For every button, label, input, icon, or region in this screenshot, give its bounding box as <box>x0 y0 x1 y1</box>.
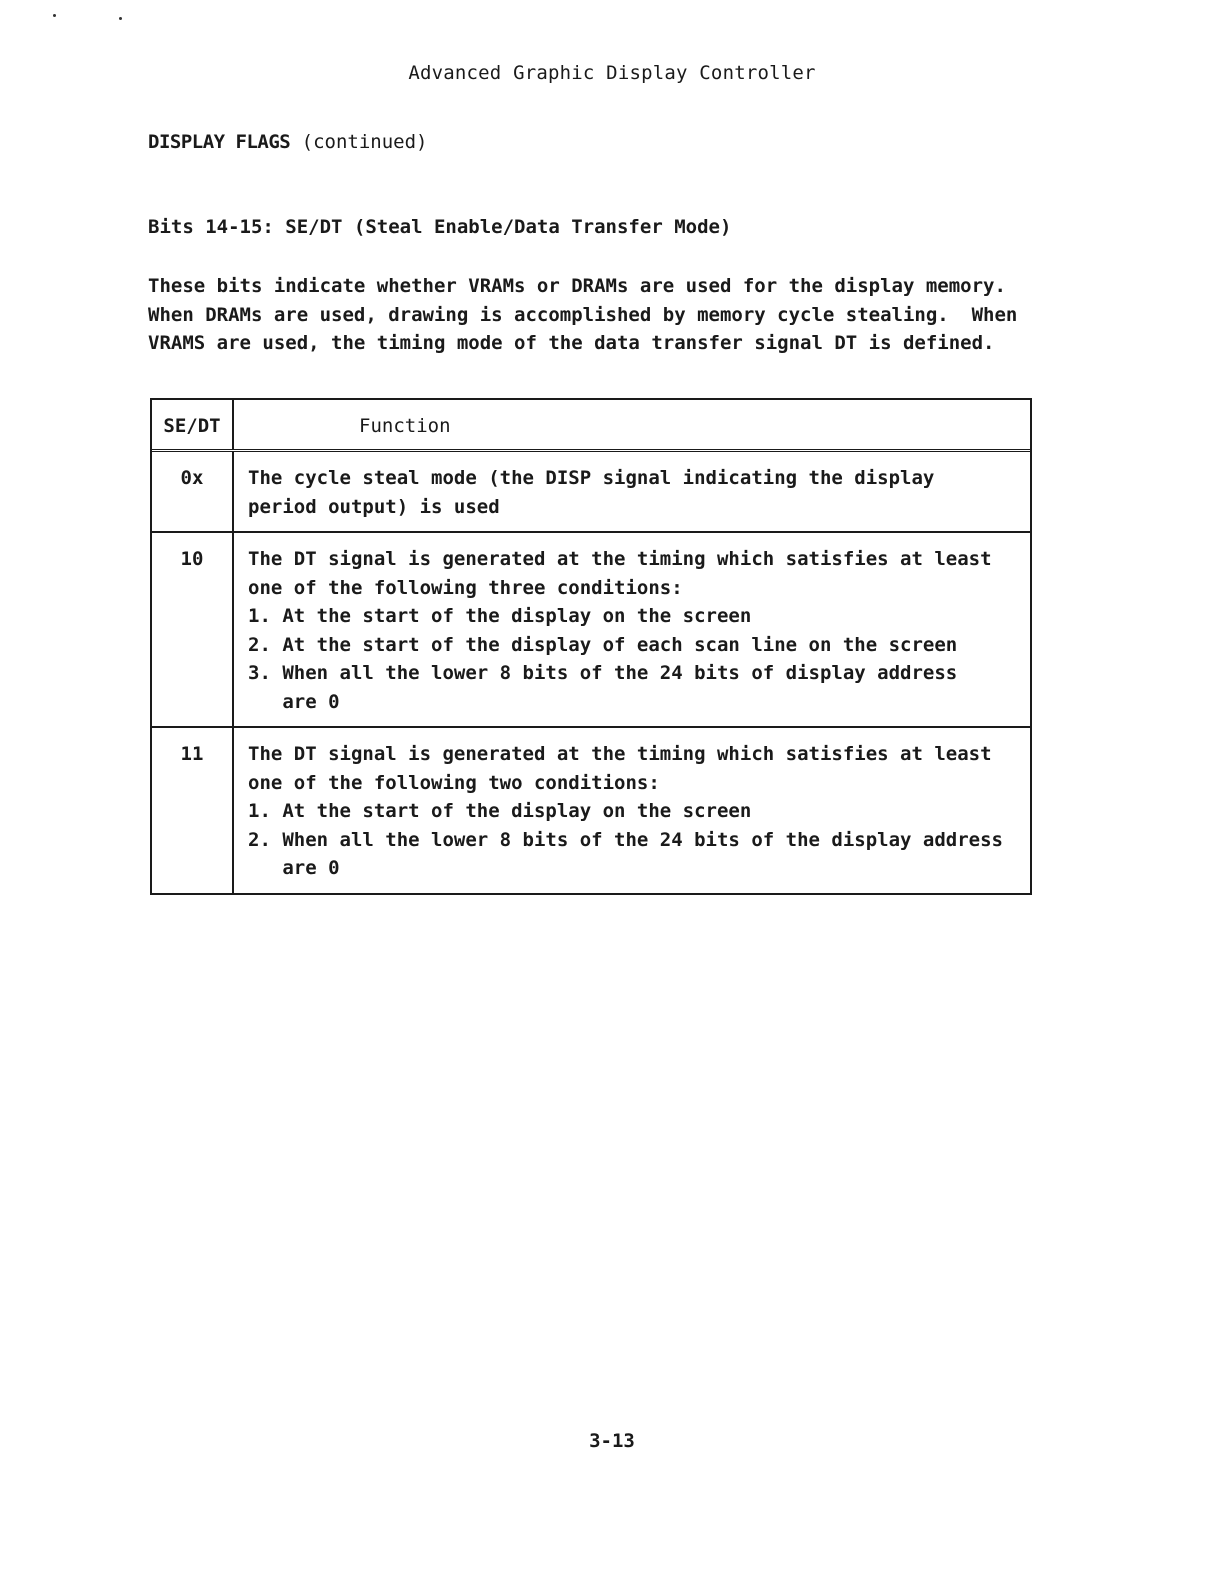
description-paragraph <box>148 272 1048 358</box>
row-function-cell <box>234 452 1030 531</box>
function-line: are 0 <box>248 690 340 713</box>
row-function-cell <box>234 533 1030 726</box>
description-line: These bits indicate whether VRAMs or DRAMs are used for the display memory. <box>148 275 1006 297</box>
table-row <box>152 533 1030 728</box>
row-function-cell <box>234 728 1030 893</box>
row-code-cell <box>152 728 234 893</box>
section-title-bold: DISPLAY FLAGS <box>148 131 291 153</box>
page-number: 3-13 <box>589 1430 635 1452</box>
function-line: one of the following three conditions: <box>248 576 683 599</box>
function-line: are 0 <box>248 857 340 879</box>
column-header-code: SE/DT <box>152 400 234 449</box>
section-title-suffix: (continued) <box>290 131 428 153</box>
row-code: 10 <box>180 548 204 570</box>
bits-heading: Bits 14-15: SE/DT (Steal Enable/Data Transfer Mode) <box>148 216 732 238</box>
se-dt-table <box>150 398 1032 895</box>
function-line: one of the following two conditions: <box>248 771 660 794</box>
function-line: 3. When all the lower 8 bits of the 24 bits of display address <box>248 662 958 684</box>
description-line: When DRAMs are used, drawing is accomplished by memory cycle stealing. When <box>148 303 1018 326</box>
function-line: The cycle steal mode (the DISP signal indicating the display <box>248 467 935 489</box>
function-line: period output) is used <box>248 495 500 518</box>
scan-speck <box>53 14 56 17</box>
description-line: VRAMS are used, the timing mode of the data transfer signal DT is defined. <box>148 332 995 354</box>
row-code-cell <box>152 452 234 531</box>
function-line: The DT signal is generated at the timing which satisfies at least <box>248 548 992 570</box>
function-line: 2. At the start of the display of each scan line on the screen <box>248 633 958 656</box>
table-row <box>152 452 1030 533</box>
section-title <box>148 131 428 153</box>
function-line: 1. At the start of the display on the screen <box>248 800 752 822</box>
table-row <box>152 728 1030 893</box>
column-header-function: Function <box>359 415 451 437</box>
scan-speck <box>119 17 122 20</box>
function-line: 2. When all the lower 8 bits of the 24 bits of the display address <box>248 828 1003 851</box>
table-header-row <box>152 400 1030 452</box>
running-header: Advanced Graphic Display Controller <box>408 62 816 84</box>
row-code: 0x <box>180 467 204 489</box>
function-line: 1. At the start of the display on the screen <box>248 605 752 627</box>
row-code-cell <box>152 533 234 726</box>
function-line: The DT signal is generated at the timing which satisfies at least <box>248 743 992 765</box>
row-code: 11 <box>180 743 204 765</box>
